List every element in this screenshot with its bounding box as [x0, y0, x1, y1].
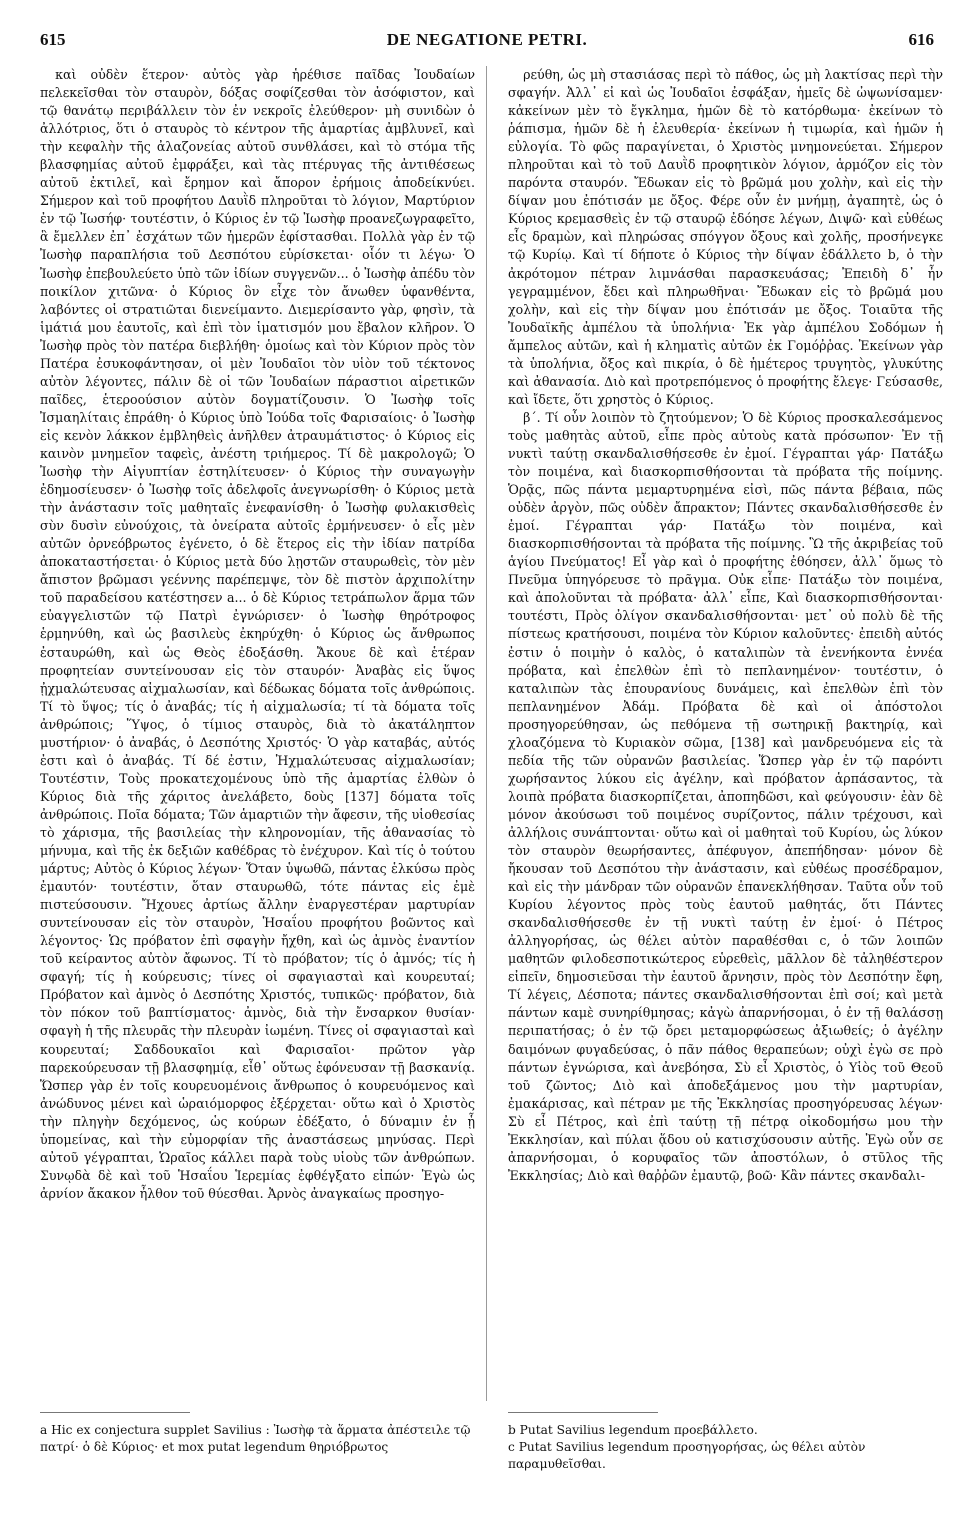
left-column-text: καὶ οὐδὲν ἕτερον· αὐτὸς γὰρ ἡρέθισε παῖδας Ἰουδαίων πελεκεῖσθαι τὸν σταυρὸν, δόξας σοφίζεσθαι τὸν ἀσόφιστον, καὶ τῷ θανάτῳ περιβάλλειν τὸν ἐν νεκροῖς ἐλεύθερον· μὴ συνιδὼν ὁ ἀλλότριος, ὅτι ὁ σταυρὸς τὸ κέντρον τῆς ἁμαρτίας ἀμβλυνεῖ, καὶ τὴν κεφαλὴν τῆς ἀλαζονείας αὐτοῦ συνθλάσει, καὶ τὸ στόμα τῆς βλασφημίας αὐτοῦ ἐμφράξει, καὶ τὰς πτέρυγας τῆς ἀντιθέσεως αὐτοῦ ἐκτιλεῖ, καὶ ἔρημον καὶ ἄπορον ἐρήμοις ἀποδείκνύει. Σήμερον καὶ τοῦ προφήτου Δαυῒδ πληροῦται τὸ λόγιον, Μαρτύριον ἐν τῷ Ἰωσήφ· τουτέστιν, ὁ Κύριος ἐν τῷ Ἰωσὴφ προανεζωγραφεῖτο, ἃ ἔμελλεν ἐπ᾽ ἐσχάτων τῶν ἡμερῶν ἐφίστασθαι. Πολλὰ γὰρ ἐν τῷ Ἰωσὴφ παραπλήσια τοῦ Δεσπότου εὑρίσκεται· οἷόν τι λέγω· Ὁ Ἰωσὴφ ἐπεβουλεύετο ὑπὸ τῶν ἰδίων συγγενῶν... ὁ Ἰωσὴφ ἀπέδυ τὸν ποικίλον χιτῶνα· ὁ Κύριος ὃν εἶχε τὸν ἄνωθεν ὑφανθέντα, λαβόντες οἱ στρατιῶται διενείμαντο. Διεμερίσαντο γὰρ, φησὶν, τὰ ἱμάτιά μου ἑαυτοῖς, καὶ ἐπὶ τὸν ἱματισμόν μου ἔβαλον κλῆρον. Ὁ Ἰωσὴφ πρὸς τὸν πατέρα διεβλήθη· ὁμοίως καὶ τὸν Κύριον πρὸς τὸν Πατέρα ἐσυκοφάντησαν, οἱ μὲν Ἰουδαῖοι τὸν υἱὸν τοῦ τέκτονος αὐτὸν λέγοντες, πάλιν δὲ οἱ τῶν Ἰουδαίων πάραστιοι αἱρετικῶν παῖδες, ἑτεροούσιον αὐτὸν δογματίζουσιν. Ὁ Ἰωσὴφ τοῖς Ἰσμαηλίταις ἐπράθη· ὁ Κύριος ὑπὸ Ἰούδα τοῖς Φαρισαίοις· ὁ Ἰωσὴφ εἰς κενὸν λάκκον ἐμβληθεὶς ἀνῆλθεν ἀτραυμάτιστος· ὁ Κύριος εἰς καινὸν μνημεῖον ταφεὶς, ἀνέστη τριήμερος. Τί δὲ μακρολογῶ; Ὁ Ἰωσὴφ τὴν Αἰγυπτίαν ἐστηλίτευσεν· ὁ Κύριος τὴν συναγωγὴν ἐδημοσίευσεν· ὁ Ἰωσὴφ τοῖς ἀδελφοῖς ἀνεγνωρίσθη· ὁ Κύριος μετὰ τὴν ἀνάστασιν τοῖς μαθηταῖς ἐνεφανίσθη· ὁ Ἰωσὴφ φυλακισθεὶς σὺν δυσὶν εὐνούχοις, τὰ ὀνείρατα αὐτοῖς ἑρμήνευσεν· ὁ εἷς μὲν αὐτῶν ὀρνεόβρωτος ἐγένετο, ὁ δὲ ἕτερος εἰς τὴν ἰδίαν πατρίδα ἀποκαταστήσεται· ὁ Κύριος μετὰ δύο λῃστῶν σταυρωθεὶς, τὸν μὲν ἄπιστον βρῶμασι γεέννης παρέπεμψε, τὸν δὲ πιστὸν ἀρχιπολίτην τοῦ παραδείσου κατέστησεν a... ὁ δὲ Κύριος τετράπωλον ἅρμα τῶν εὐαγγελιστῶν τῷ Πατρὶ ἐγνώρισεν· ὁ Ἰωσὴφ θηρότροφος ἑρμηνύθη, καὶ ὡς βασιλεὺς ἐκηρύχθη· ὁ Κύριος ὡς ἄνθρωπος ἐσταυρώθη, καὶ ὡς Θεὸς ἐδοξάσθη. Ἄκουε δὲ καὶ ἑτέραν προφητείαν συντείνουσαν εἰς τὸν σταυρόν· Ἀναβὰς εἰς ὕψος ᾐχμαλώτευσας αἰχμαλωσίαν, καὶ δέδωκας δόματα τοῖς ἀνθρώποις. Τί τὸ ὕψος; τίς ὁ ἀναβάς; τίς ἡ αἰχμαλωσία; τί τὰ δόματα τοῖς ἀνθρώποις; Ὕψος, ὁ τίμιος σταυρὸς, διὰ τὸ ἀκατάληπτον μυστήριον· ὁ ἀναβάς, ὁ Δεσπότης Χριστός· Ὁ γὰρ καταβάς, αὐτός ἐστι καὶ ὁ ἀναβάς. Τί δέ ἐστιν, Ἠχμαλώτευσας αἰχμαλωσίαν; Τουτέστιν, Τοὺς προκατεχομένους ὑπὸ τῆς ἁμαρτίας ἐλθὼν ὁ Κύριος διὰ τῆς χάριτος ἀνελάβετο, δοὺς [137] δόματα τοῖς ἀνθρώποις. Ποῖα δόματα; Τῶν ἁμαρτιῶν τὴν ἄφεσιν, τῆς υἱοθεσίας τὸ χάρισμα, τῆς βασιλείας τὴν κληρονομίαν, τῆς ἀθανασίας τὸ μήνυμα, καὶ τῆς ἐκ δεξιῶν καθέδρας τὸ ἐνέχυρον. Καὶ τίς ὁ τούτου μάρτυς; Αὐτὸς ὁ Κύριος λέγων· Ὅταν ὑψωθῶ, πάντας ἑλκύσω πρὸς ἐμαυτόν· τουτέστιν, ὅταν σταυρωθῶ, τότε πάντας εἰς ἐμὲ πιστεύσουσιν. Ἤχουες ἀρτίως ἄλλην ἐναργεστέραν μαρτυρίαν συντείνουσαν εἰς τὸν σταυρὸν, Ἡσαΐου προφήτου βοῶντος καὶ λέγοντος· Ὡς πρόβατον ἐπὶ σφαγὴν ἤχθη, καὶ ὡς ἀμνὸς ἐναντίον τοῦ κείραντος αὐτὸν ἄφωνος. Τί τὸ πρόβατον; τίς ὁ ἀμνός; τίς ἡ σφαγή; τίς ἡ κούρευσις; τίνες οἱ σφαγιασταὶ καὶ κουρευταί; Πρόβατον καὶ ἀμνὸς ὁ Δεσπότης Χριστός, τυπικῶς· πρόβατον, διὰ τὸν πόκον τοῦ βαπτίσματος· ἀμνὸς, διὰ τὴν ἔνσαρκον θυσίαν· σφαγὴ ἡ τῆς πλευρᾶς τὴν πλευρὰν ἰωμένη. Τίνες οἱ σφαγιασταὶ καὶ κουρευταί; Σαδδουκαῖοι καὶ Φαρισαῖοι· πρῶτον γὰρ παρεκούρευσαν τῇ βλασφημίᾳ, εἶθ᾽ οὕτως ἐφόνευσαν τῇ βασκανίᾳ. Ὥσπερ γὰρ ἐν τοῖς κουρευομένοις ἄνθρωπος ὁ κουρευόμενος καὶ ἀνώδυνος μένει καὶ ὡραιόμορφος ἐξέρχεται· οὕτω καὶ ὁ Χριστὸς τὴν πληγὴν δεχόμενος, ὡς κούρων ἐδέξατο, ὁ δύναμιν ἐν ᾗ ὑπομείνας, καὶ τὴν εὐμορφίαν τῆς ἀναστάσεως μηνύσας. Περὶ αὐτοῦ γέγραπται, Ὡραῖος κάλλει παρὰ τοὺς υἱοὺς τῶν ἀνθρώπων. Συνῳδὰ δὲ καὶ τοῦ Ἡσαΐου Ἱερεμίας ἐφθέγξατο εἰπών· Ἐγὼ ὡς ἀρνίον ἄκακον ἦλθον τοῦ θύεσθαι. Ἀρνὸς ἀναγκαίως προσηγο- [40, 67, 475, 1201]
footnote-a: a Hic ex conjectura supplet Savilius : Ἰωσὴφ τὰ ἅρματα ἀπέστειλε τῷ πατρί· ὁ δὲ Κύριος· et mox putat legendum θηριόβρωτος [40, 1423, 471, 1454]
footnote-b: b Putat Savilius legendum προεβάλλετο. [508, 1423, 758, 1437]
column-divider [486, 66, 487, 1401]
footnotes-right [508, 1422, 943, 1473]
running-title: DE NEGATIONE PETRI. [386, 30, 588, 49]
footnote-rule-right [508, 1412, 658, 1413]
right-column-paragraph-2: β´. Τί οὖν λοιπὸν τὸ ζητούμενον; Ὁ δὲ Κύριος προσκαλεσάμενος τοὺς μαθητὰς αὐτοῦ, εἶπε πρὸς αὐτοὺς κατὰ πρόσωπον· Ἐν τῇ νυκτὶ ταύτῃ σκανδαλισθήσεσθε ἐν ἐμοί. Γέγραπται γάρ· Πατάξω τὸν ποιμένα, καὶ διασκορπισθήσονται τὰ πρόβατα τῆς ποίμνης. Ὁρᾷς, πῶς πάντα μεμαρτυρημένα εἰσὶ, πῶς πάντα βέβαια, πῶς οὐδὲν ἀργὸν, πῶς οὐδὲν ἄπρακτον; Πάντες σκανδαλισθήσεσθε ἐν ἐμοί. Γέγραπται γάρ· Πατάξω τὸν ποιμένα, καὶ διασκορπισθήσονται τὰ πρόβατα τῆς ποίμνης. Ὢ τῆς ἀκριβείας τοῦ ἁγίου Πνεύματος! Εἶ γὰρ καὶ ὁ προφήτης ἐθόησεν, ἀλλ᾽ ὅμως τὸ Πνεῦμα ὑπηγόρευσε τὸ πρᾶγμα. Οὐκ εἶπε· Πατάξω τὸν ποιμένα, καὶ ἀπολοῦνται τὰ πρόβατα· ἀλλ᾽ εἶπε, Καὶ διασκορπισθήσονται· τουτέστι, Πρὸς ὀλίγον σκανδαλισθήσονται· μετ᾽ οὐ πολὺ δὲ τῆς πίστεως κρατήσουσι, ποιμένα τὸν Κύριον καλοῦντες· ἐπειδὴ αὐτός ἐστιν ὁ ποιμὴν ὁ καλὸς, ὁ καταλιπὼν τὰ ἐνενήκοντα ἐννέα πρόβατα, καὶ ἐπελθὼν ἐπὶ τὸ πεπλανημένον· τουτέστιν, ὁ καταλιπὼν τὰς ἐπουρανίους δυνάμεις, καὶ ἐπελθὼν ἐπὶ τὸν πεπλανημένον Ἀδάμ. Πρόβατα δὲ καὶ οἱ ἀπόστολοι προσηγορεύθησαν, ὡς πεθόμενα τῇ σωτηρικῇ βακτηρίᾳ, καὶ χλοαζόμενα τὸ Κυριακὸν σῶμα, [138] καὶ μανδρευόμενα εἰς τὰ πεδία τῆς τῶν οὐρανῶν βασιλείας. Ὥσπερ γὰρ ἐν τῷ παρόντι χωρήσαντος λύκου εἰς ἀγέλην, καὶ πρόβατον ἁρπάσαντος, τὰ λοιπὰ πρόβατα διασκορπίζεται, ἀποπηδῶσι, καὶ φεύγουσιν· ἐὰν δὲ μόνον ἀκούσωσι τοῦ ποιμένος συρίζοντος, πάλιν τρέχουσι, καὶ ἀλλήλοις συνάπτονται· οὕτω καὶ οἱ μαθηταὶ τοῦ Κυρίου, ὡς λύκον τὸν σταυρὸν θεωρήσαντες, ἀπέφυγον, ἀπεπήδησαν· μόνον δὲ ἤκουσαν τοῦ Δεσπότου τὴν ἀνάστασιν, καὶ εὐθέως προσέδραμον, καὶ εἰς τὴν μάνδραν τῶν οὐρανῶν ἐπανεκλήθησαν. Ταῦτα οὖν τοῦ Κυρίου λέγοντος πρὸς τοὺς ἑαυτοῦ μαθητάς, ὅτι Πάντες σκανδαλισθήσεσθε ἐν τῇ νυκτὶ ταύτῃ ἐν ἐμοί· ὁ Πέτρος ἀλληγορήσας, ὡς θέλει αὐτὸν παραθέσθαι c, ὁ τῶν λοιπῶν μαθητῶν φιλοδεσποτικώτερος εὑρεθεὶς, μᾶλλον δὲ τἀληθέστερον εἰπεῖν, δημοσιεῦσαι τὴν ἑαυτοῦ ἄρνησιν, πρὸς τὸν Δεσπότην ἔφη, Τί λέγεις, Δέσποτα; πάντες σκανδαλισθήσονται ἐπὶ σοί; καὶ μετὰ πάντων καμὲ συνηρίθμησας; κἀγὼ ἀπαρνήσομαι, ὁ ἐν τῇ θαλάσσῃ περιπατήσας; ὁ ἐν τῷ ὄρει μεταμορφώσεως ἀξιωθείς; ὁ ἀγέλην δαιμόνων φυγαδεύσας, ὁ πᾶν πάθος θεραπεύων; οὐχὶ ἐγὼ σε πρὸ πάντων ἐγνώρισα, καὶ ἀνεβόησα, Σὺ εἶ Χριστὸς, ὁ Υἱὸς τοῦ Θεοῦ τοῦ ζῶντος; Διὸ καὶ ἀποδεξάμενος μου τὴν μαρτυρίαν, ἐμακάρισας, καὶ πέτραν με τῆς Ἐκκλησίας προσηγόρευσας λέγων· Σὺ εἶ Πέτρος, καὶ ἐπὶ ταύτῃ τῇ πέτρᾳ οἰκοδομήσω μου τὴν Ἐκκλησίαν, καὶ πύλαι ᾅδου οὐ κατισχύσουσιν αὐτῆς. Ἐγὼ οὖν σε ἀπαρνήσομαι, ὁ κορυφαῖος τῶν ἀποστόλων, ὁ στῦλος τῆς Ἐκκλησίας; Διὸ καὶ θαῤῥῶν ἐμαυτῷ, βοῶ· Κἂν πάντες σκανδαλι- [508, 409, 943, 1183]
page-number-left: 615 [40, 30, 66, 49]
left-column [40, 66, 475, 1406]
footnotes-left [40, 1422, 475, 1456]
right-column [508, 66, 943, 1406]
footnote-c: c Putat Savilius legendum προσηγορήσας, ὡς θέλει αὐτὸν παραμυθεῖσθαι. [508, 1440, 866, 1471]
running-header [40, 30, 934, 52]
page-number-right: 616 [908, 30, 934, 49]
right-column-paragraph-1: ρεύθη, ὡς μὴ στασιάσας περὶ τὸ πάθος, ὡς μὴ λακτίσας περὶ τὴν σφαγήν. Ἀλλ᾽ εἰ καὶ ὡς Ἰουδαῖοι ἐσφάξαν, ἡμεῖς δὲ ὠψωνίσαμεν· κἀκείνων μὲν τὸ ἔγκλημα, ἡμῶν δὲ τὸ κατόρθωμα· ἐκείνων τὸ ῥάπισμα, ἡμῶν δὲ ἡ ἐλευθερία· ἐκείνων ἡ τιμωρία, καὶ ἡμῶν ἡ εὐλογία. Τὸ φῶς παραγίνεται, ὁ Χριστὸς μνημονεύεται. Σήμερον πληροῦται καὶ τὸ τοῦ Δαυῒδ προφητικὸν λόγιον, ἁρμόζον εἰς τὸν παρόντα σταυρόν. Ἔδωκαν εἰς τὸ βρῶμά μου χολὴν, καὶ εἰς τὴν δίψαν μου ἐπότισάν με ὄξος. Φέρε οὖν ἐν μνήμῃ, ἀγαπητὲ, ὡς ὁ Κύριος κρεμασθεὶς ἐν τῷ σταυρῷ ἐδόησε λέγων, Διψῶ· καὶ εὐθέως εἷς δραμὼν, καὶ πληρώσας σπόγγον ὄξους καὶ χολῆς, προσήνεγκε τῷ Κυρίῳ. Καὶ τί δήποτε ὁ Κύριος τὴν δίψαν ἐδάλλετο b, ὁ τὴν ἀκρότομον πέτραν λιμνάσθαι παρασκευάσας; Ἐπειδὴ δ᾽ ἦν γεγραμμένον, ἔδει καὶ πληρωθῆναι· Ἔδωκαν εἰς τὸ βρῶμά μου χολὴν, καὶ εἰς τὴν δίψαν μου ἐπότισάν με ὄξος. Τοιαῦτα τῆς Ἰουδαϊκῆς ἀμπέλου τὰ ὑπολήνια· Ἐκ γὰρ ἀμπέλου Σοδόμων ἡ ἄμπελος αὐτῶν, καὶ ἡ κληματὶς αὐτῶν ἐκ Γομόῤῥας. Ἐκείνων γὰρ τὰ ὑπολήνια, ὄξος καὶ πικρία, ὁ δὲ ἡμέτερος τρυγητὸς, γλυκύτης καὶ ἀθανασία. Διὸ καὶ προτρεπόμενος ὁ προφήτης ἔλεγε· Γεύσασθε, καὶ ἴδετε, ὅτι χρηστὸς ὁ Κύριος. [508, 67, 943, 407]
footnote-rule-left [40, 1412, 190, 1413]
